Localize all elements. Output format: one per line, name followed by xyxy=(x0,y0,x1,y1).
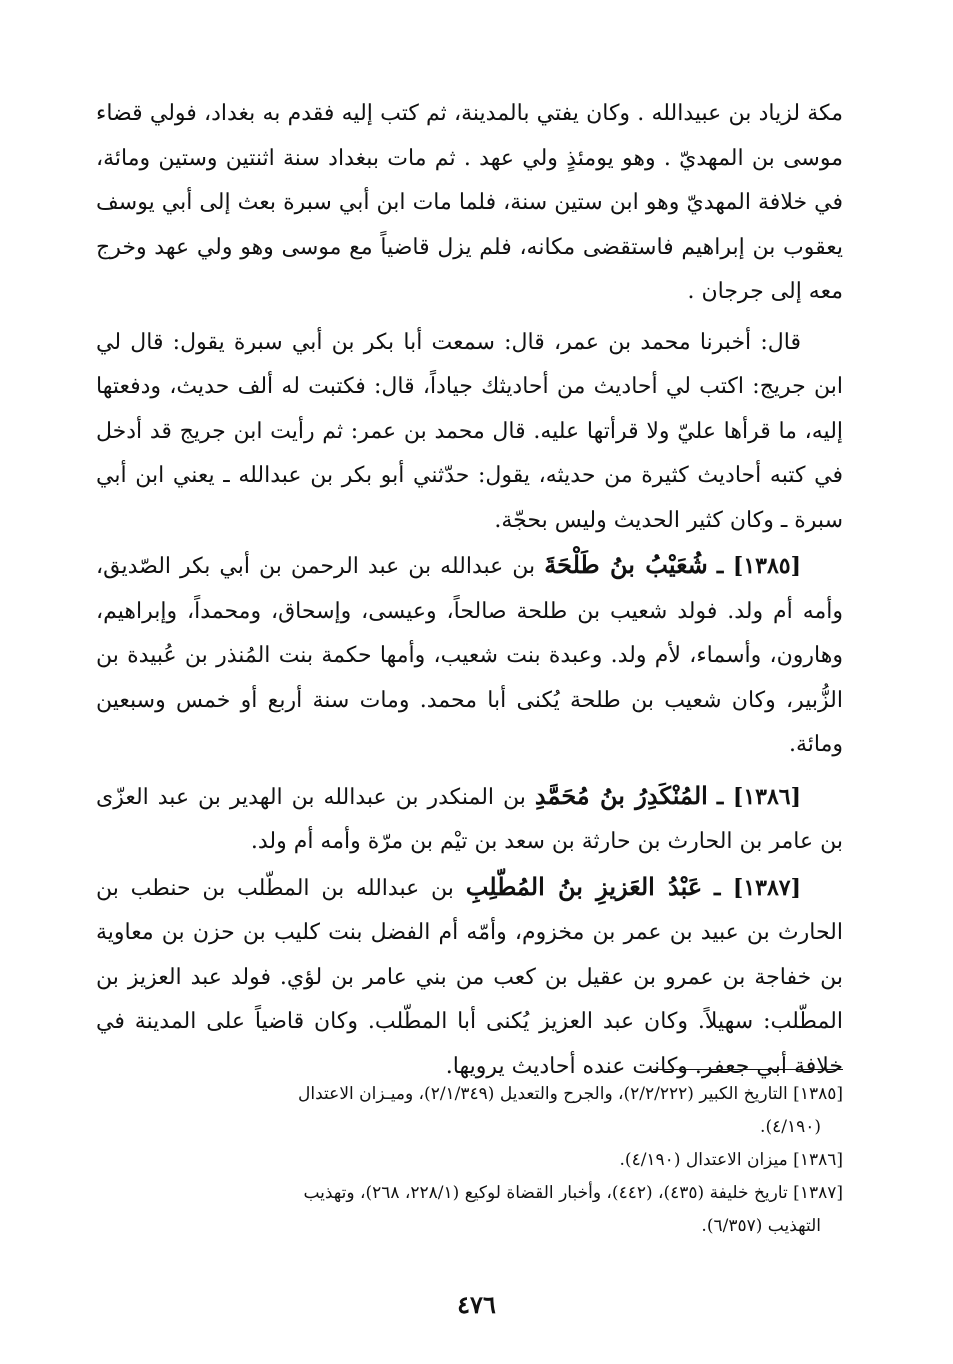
text-line: معه إلى جرجان . xyxy=(687,279,843,304)
footnote-divider xyxy=(653,1069,843,1070)
text-line: قد أدخل في كتبه أحاديث كثيرة من حديثه، يقول: حدّثني أبو بكر بن عبدالله ـ يعني xyxy=(96,418,843,488)
text-line: وكانت عنده أحاديث يرويها. xyxy=(445,1053,688,1079)
footnote-1385 xyxy=(96,1078,843,1111)
text-line: بن عبدالله بن عبد الرحمن بن أبي بكر الصّديق، وأمه أم xyxy=(96,554,844,624)
text-line: موسى بن المهديّ . وهو يومئذٍ ولي عهد . ثم مات ببغداد سنة اثنتين وستين ومائة، في xyxy=(96,145,844,215)
entry-name: شُعَيْبُ بنُ طَلْحَةَ xyxy=(544,550,708,579)
text-line: خلافة المهديّ وهو ابن ستين سنة، فلما مات ابن أبي سبرة بعث إلى أبي يوسف xyxy=(96,190,808,215)
text-line: عمرو بن عقيل بن كعب من بني عامر بن لؤي. فولد عبد العزيز بن المطّلب: سهيلاً. xyxy=(96,964,843,1034)
footnotes xyxy=(96,1078,843,1243)
entry-number: [١٣٨٥] ـ xyxy=(716,553,802,579)
text-line: الزُّبير، وكان شعيب بن طلحة يُكنى أبا محمد. ومات سنة أربع أو خمس وسبعين xyxy=(96,687,843,713)
entry-1387 xyxy=(96,865,843,1090)
footnote-line: [١٣٨٥] التاريخ الكبير (٢/٢/٢٢٢)، والجرح والتعديل (٢/١/٣٤٩)، وميـزان الاعتدال xyxy=(298,1084,843,1104)
text-line: عامر بن الحارث بن حارثة بن سعد بن تيْم بن مرّة وأمه أم ولد. xyxy=(250,829,814,854)
text-line: بن المنكدر بن عبدالله بن الهدير بن عبد العزّى بن xyxy=(96,784,843,854)
entry-1386 xyxy=(96,774,843,865)
main-text xyxy=(96,92,843,1089)
text-line: ابن أبي سبرة ـ وكان كثير الحديث وليس بحجّة. xyxy=(96,463,843,533)
text-line: وكان عبد العزيز يُكنى أبا المطّلب. وكان قاضياً على المدينة في خلافة أبي جعفر. xyxy=(96,1009,843,1079)
footnote-1386 xyxy=(96,1144,843,1177)
text-line: يعقوب بن إبراهيم فاستقضى مكانه، فلم يزل قاضياً مع موسى وهو ولي عهد وخرج xyxy=(96,234,843,260)
text-line: وهارون، وأسماء، لأم ولد. وعبدة بنت شعيب، وأمها حكمة بنت المُنذر بن عُبيدة بن xyxy=(96,643,843,668)
footnote-line: [١٣٨٧] تاريخ خليفة (٤٣٥)، (٤٤٢)، وأخبار القضاة لوكيع (٢٢٨/١، ٢٦٨)، وتهذيب xyxy=(303,1183,843,1203)
text-line: عبيد بن عمر بن مخزوم، وأمّه أم الفضل بنت كليب بن حزن بن معاوية بن خفاجة بن xyxy=(96,920,843,990)
footnote-line: التهذيب (٦/٣٥٧). xyxy=(701,1216,821,1236)
entry-number: [١٣٨٦] ـ xyxy=(716,783,801,810)
continuation-paragraph xyxy=(96,92,843,315)
entry-1385 xyxy=(96,543,843,768)
footnote-1387-continued xyxy=(96,1210,843,1243)
text-line: ومائة. xyxy=(788,732,843,757)
text-line: مكة لزياد بن عبيدالله . وكان يفتي بالمدينة، ثم كتب إليه فقدم به بغداد، فولي قضاء xyxy=(96,101,843,126)
page-number: ٤٧٦ xyxy=(457,1290,496,1319)
text-line: قال: أخبرنا محمد بن عمر، قال: سمعت أبا بكر بن أبي سبرة يقول: قال لي xyxy=(96,329,801,355)
footnote-1385-continued xyxy=(96,1111,843,1144)
text-line: ابن جريج: اكتب لي أحاديث من أحاديثك جياداً، قال: فكتبت له ألف حديث، xyxy=(169,374,844,399)
text-line: بن عبدالله بن المطّلب بن حنطب بن الحارث بن xyxy=(96,875,843,945)
text-line: ولد. فولد شعيب بن طلحة صالحاً، وعيسى، وإسحاق، ومحمداً، وإبراهيم، xyxy=(96,598,764,624)
entry-number: [١٣٨٧] ـ xyxy=(713,874,801,901)
footnote-line: [١٣٨٦] ميزان الاعتدال (٤/١٩٠). xyxy=(619,1150,843,1170)
text-line: ودفعتها إليه، ما قرأها عليّ ولا قرأتها عليه. قال محمد بن عمر: ثم رأيت ابن جريج xyxy=(96,374,844,444)
entry-name: عَبْدُ العَزيزِ بنُ المُطّلِبِ xyxy=(465,871,703,901)
footnote-line: (٤/١٩٠). xyxy=(760,1117,821,1137)
narration-paragraph xyxy=(96,321,843,544)
footnote-1387 xyxy=(96,1177,843,1210)
entry-name: المُنْكَدِرُ بنُ مُحَمَّدِ xyxy=(534,780,708,810)
